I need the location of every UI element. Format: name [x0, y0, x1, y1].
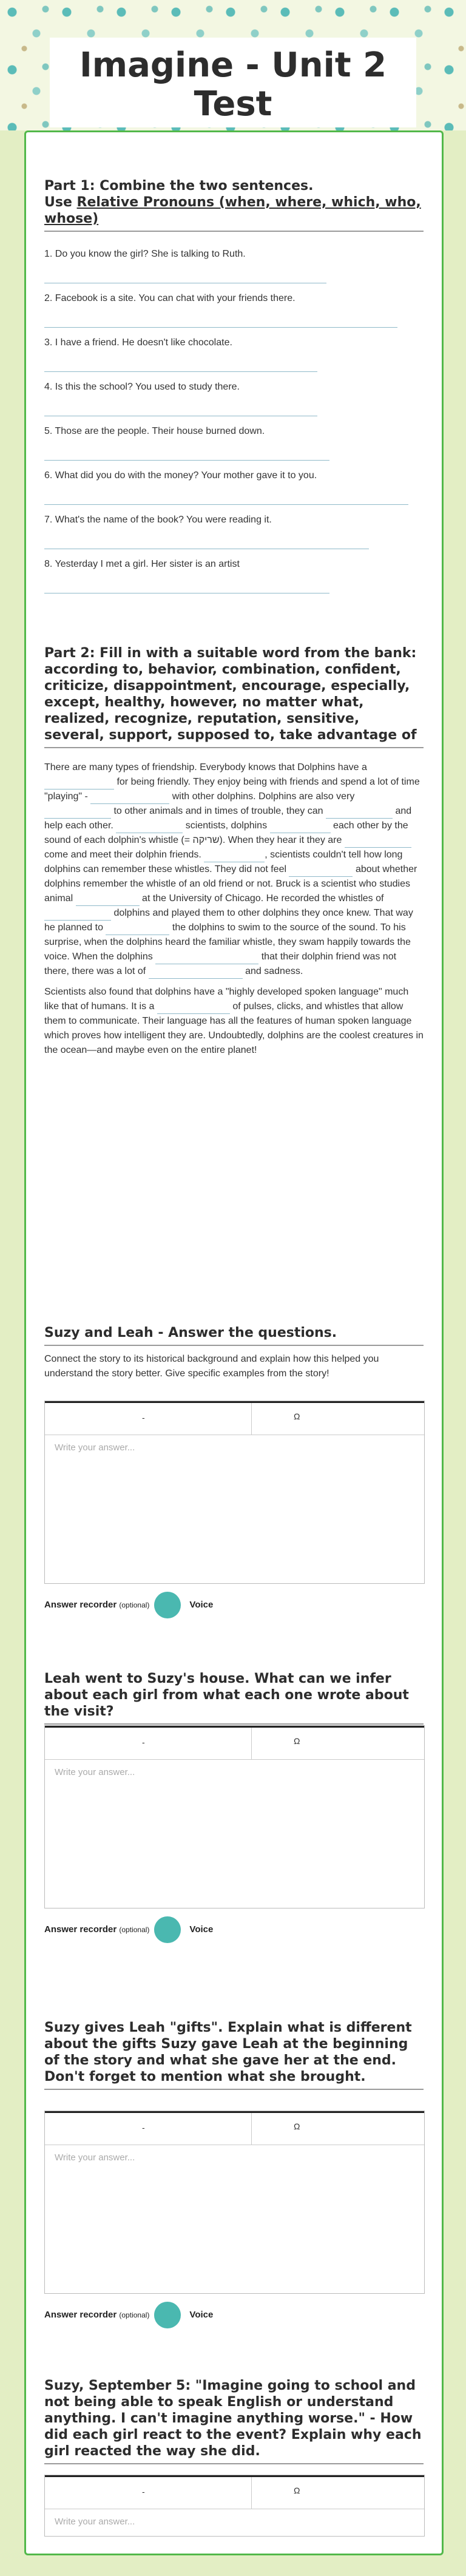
answer-textarea[interactable]	[45, 2509, 423, 2535]
relative-pronouns-link[interactable]: Relative Pronouns (when, where, which, who, whose)	[44, 195, 421, 226]
record-voice-button[interactable]	[154, 2302, 181, 2328]
worksheet-card	[24, 130, 444, 2555]
answer-blank[interactable]	[44, 363, 317, 372]
answer-blank[interactable]	[44, 319, 397, 328]
part1-question: 2. Facebook is a site. You can chat with your friends there.	[44, 292, 424, 328]
part1-question: 6. What did you do with the money? Your mother gave it to you.	[44, 469, 424, 505]
answer-recorder: Answer recorder (optional) Voice	[44, 2302, 213, 2328]
record-voice-button[interactable]	[154, 1592, 181, 1618]
word-blank[interactable]	[44, 807, 111, 819]
answer-editor	[44, 1725, 425, 1908]
format-dropdown[interactable]: -	[142, 2487, 145, 2497]
answer-blank[interactable]	[44, 407, 317, 416]
answer-recorder: Answer recorder (optional) Voice	[44, 1916, 213, 1943]
voice-label: Voice	[189, 1599, 214, 1610]
divider	[44, 2463, 424, 2464]
answer-editor	[44, 2475, 425, 2537]
answer-textarea[interactable]	[45, 1759, 423, 1907]
part2-header	[44, 645, 424, 754]
part1-title: Part 1: Combine the two sentences.	[44, 178, 314, 194]
answer-blank[interactable]	[44, 496, 408, 505]
editor-toolbar	[45, 1401, 424, 1435]
section3-title: Suzy and Leah - Answer the questions.	[44, 1325, 337, 1340]
question-text: Suzy, September 5: "Imagine going to school and not being able to speak English or understand anything. I can't imagine anything worse." - How did each girl react to the event? Explain why each girl reacted the way she did.	[44, 2378, 422, 2459]
part1-question: 1. Do you know the girl? She is talking to Ruth.	[44, 248, 424, 283]
word-blank[interactable]	[44, 909, 111, 921]
word-blank[interactable]	[270, 822, 331, 833]
divider	[44, 1345, 424, 1346]
answer-textarea[interactable]	[45, 2145, 423, 2292]
answer-placeholder: Write your answer...	[55, 1442, 135, 1453]
answer-placeholder: Write your answer...	[55, 1767, 135, 1777]
answer-editor	[44, 1401, 425, 1584]
word-blank[interactable]	[44, 778, 114, 789]
question-text: Leah went to Suzy's house. What can we infer about each girl from what each one wrote about the visit?	[44, 1671, 409, 1719]
word-blank[interactable]	[289, 865, 353, 877]
page-title: Imagine - Unit 2 Test	[79, 46, 387, 124]
word-blank[interactable]	[326, 807, 393, 819]
format-dropdown[interactable]: -	[142, 1413, 145, 1422]
special-characters-icon[interactable]: Ω	[294, 2121, 300, 2131]
part1-question: 7. What's the name of the book? You were reading it.	[44, 513, 424, 549]
word-blank[interactable]	[157, 1002, 230, 1014]
word-blank[interactable]	[76, 894, 140, 906]
word-blank[interactable]	[116, 822, 183, 833]
editor-toolbar	[45, 2111, 424, 2145]
word-blank[interactable]	[90, 793, 169, 804]
voice-label: Voice	[189, 2309, 214, 2320]
answer-blank[interactable]	[44, 540, 369, 549]
divider	[44, 747, 424, 748]
divider	[251, 2477, 252, 2509]
question-header	[44, 1671, 424, 1731]
question-text: Suzy gives Leah "gifts". Explain what is different about the gifts Suzy gave Leah at the beginning of the story and what she gave her at the end. Don't forget to mention what she brought.	[44, 2020, 412, 2084]
divider	[44, 231, 424, 232]
word-blank[interactable]	[155, 953, 258, 964]
part1-instruction: Use Relative Pronouns (when, where, which, who, whose)	[44, 195, 421, 226]
editor-toolbar	[45, 1726, 424, 1760]
divider	[251, 2113, 252, 2145]
format-dropdown[interactable]: -	[142, 2123, 145, 2132]
word-blank[interactable]	[149, 967, 243, 979]
answer-blank[interactable]	[44, 584, 329, 593]
part1-question: 3. I have a friend. He doesn't like chocolate.	[44, 336, 424, 372]
word-bank: according to, behavior, combination, confident, criticize, disappointment, encourage, especially, except, healthy, however, no matter what, realized, recognize, reputation, sensitive, several, support, supposed to, take advantage of	[44, 662, 417, 743]
divider	[44, 1723, 424, 1725]
divider	[251, 1728, 252, 1759]
title-box	[50, 38, 416, 127]
answer-editor	[44, 2111, 425, 2294]
section3-header	[44, 1325, 424, 1381]
passage-paragraph: Scientists also found that dolphins have a "highly developed spoken language" much like that of humans. It is a of pulses, clicks, and whistles that allow them to communicate. Their language has all the features of human spoken language which proves how intelligent they are. Undoubtedly, dolphins are the coolest creatures in the ocean—and maybe even on the entire planet!	[44, 987, 424, 1055]
special-characters-icon[interactable]: Ω	[294, 1411, 300, 1421]
format-dropdown[interactable]: -	[142, 1737, 145, 1747]
divider	[251, 1403, 252, 1435]
answer-blank[interactable]	[44, 451, 329, 461]
answer-placeholder: Write your answer...	[55, 2152, 135, 2163]
special-characters-icon[interactable]: Ω	[294, 2486, 300, 2495]
divider	[44, 2089, 424, 2090]
word-blank[interactable]	[106, 924, 169, 935]
part1-question: 5. Those are the people. Their house burned down.	[44, 425, 424, 461]
answer-blank[interactable]	[44, 274, 326, 283]
question-header	[44, 2378, 424, 2470]
record-voice-button[interactable]	[154, 1916, 181, 1943]
part2-title: Part 2: Fill in with a suitable word from the bank:	[44, 646, 417, 661]
part1-header	[44, 178, 424, 238]
answer-placeholder: Write your answer...	[55, 2517, 135, 2527]
part1-question: 8. Yesterday I met a girl. Her sister is an artist	[44, 558, 424, 593]
passage-paragraph: There are many types of friendship. Everybody knows that Dolphins have a for being friendly. They enjoy being with friends and spend a lot of time "playing" - with other dolphins. Dolphins are also very to other animals and in times of trouble, they can and help each other. scientists, dolphins each other by the sound of each dolphin's whistle (= שריקה). When they hear it they are come and meet their dolphin friends. , scientists couldn't tell how long dolphins can remember these whistles. They did not feel about whether dolphins remember the whistle of an old friend or not. Bruck is a scientist who studies animal at the University of Chicago. He recorded the whistles of dolphins and played them to other dolphins they once knew. That way he planned to the dolphins to swim to the source of the sound. To his surprise, when the dolphins heard the familiar whistle, they swam happily towards the voice. When the dolphins that their dolphin friend was not there, there was a lot of and sadness.	[44, 760, 424, 979]
word-blank[interactable]	[204, 851, 265, 862]
section3-intro: Connect the story to its historical background and explain how this helped you understand the story better. Give specific examples from the story!	[44, 1354, 379, 1379]
answer-recorder: Answer recorder (optional) Voice	[44, 1592, 213, 1618]
editor-toolbar	[45, 2475, 424, 2509]
answer-textarea[interactable]	[45, 1435, 423, 1582]
part2-passage	[44, 760, 424, 1058]
word-blank[interactable]	[345, 836, 411, 848]
question-header	[44, 2020, 424, 2096]
part1-question: 4. Is this the school? You used to study there.	[44, 380, 424, 416]
voice-label: Voice	[189, 1924, 214, 1935]
special-characters-icon[interactable]: Ω	[294, 1736, 300, 1746]
